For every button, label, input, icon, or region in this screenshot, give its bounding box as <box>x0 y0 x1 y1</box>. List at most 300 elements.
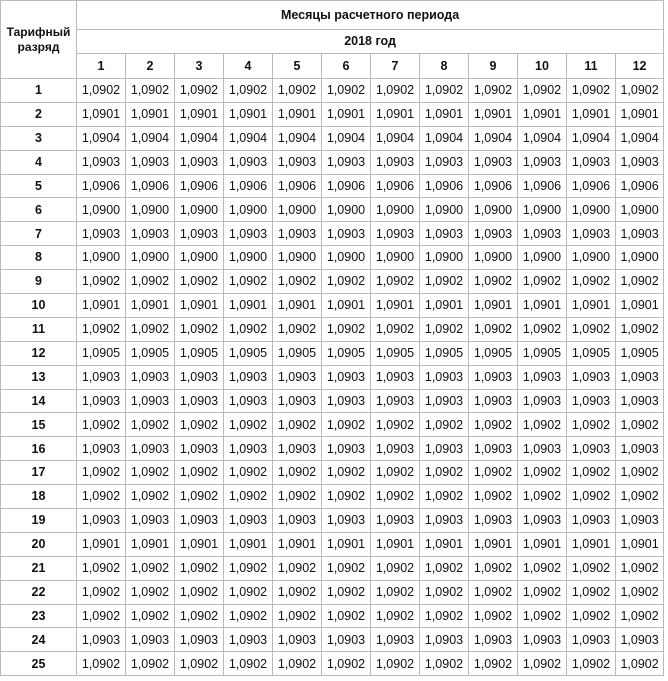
coefficient-cell: 1,0902 <box>469 317 518 341</box>
coefficient-cell: 1,0902 <box>469 485 518 509</box>
table-row <box>1 126 664 150</box>
coefficient-cell: 1,0902 <box>273 413 322 437</box>
grade-cell: 24 <box>1 628 77 652</box>
coefficient-cell: 1,0902 <box>77 413 126 437</box>
coefficient-cell: 1,0902 <box>469 270 518 294</box>
table-row <box>1 365 664 389</box>
grade-cell: 1 <box>1 79 77 103</box>
coefficient-cell: 1,0902 <box>567 580 616 604</box>
coefficient-cell: 1,0901 <box>518 294 567 318</box>
coefficient-cell: 1,0901 <box>175 532 224 556</box>
coefficient-cell: 1,0902 <box>224 652 273 676</box>
coefficient-cell: 1,0900 <box>224 246 273 270</box>
coefficient-cell: 1,0903 <box>175 437 224 461</box>
coefficient-cell: 1,0903 <box>175 150 224 174</box>
coefficient-cell: 1,0903 <box>77 365 126 389</box>
coefficient-cell: 1,0901 <box>371 532 420 556</box>
coefficient-cell: 1,0902 <box>273 556 322 580</box>
coefficient-cell: 1,0900 <box>126 198 175 222</box>
coefficient-cell: 1,0902 <box>322 556 371 580</box>
coefficient-cell: 1,0902 <box>420 652 469 676</box>
coefficient-cell: 1,0902 <box>175 270 224 294</box>
coefficient-cell: 1,0903 <box>567 150 616 174</box>
coefficient-cell: 1,0903 <box>224 628 273 652</box>
table-row <box>1 532 664 556</box>
coefficient-cell: 1,0903 <box>518 150 567 174</box>
coefficient-cell: 1,0901 <box>469 294 518 318</box>
table-row <box>1 341 664 365</box>
coefficient-cell: 1,0905 <box>420 341 469 365</box>
coefficient-cell: 1,0903 <box>77 509 126 533</box>
coefficient-cell: 1,0901 <box>420 532 469 556</box>
coefficient-cell: 1,0901 <box>126 294 175 318</box>
coefficient-cell: 1,0903 <box>273 437 322 461</box>
coefficient-cell: 1,0902 <box>518 485 567 509</box>
coefficient-cell: 1,0901 <box>322 532 371 556</box>
coefficient-cell: 1,0901 <box>371 102 420 126</box>
grade-cell: 16 <box>1 437 77 461</box>
coefficient-cell: 1,0903 <box>420 150 469 174</box>
coefficient-cell: 1,0901 <box>273 102 322 126</box>
coefficient-cell: 1,0903 <box>273 365 322 389</box>
coefficient-cell: 1,0903 <box>322 509 371 533</box>
coefficient-cell: 1,0906 <box>518 174 567 198</box>
coefficient-cell: 1,0902 <box>224 580 273 604</box>
coefficient-cell: 1,0902 <box>126 604 175 628</box>
coefficient-cell: 1,0902 <box>371 580 420 604</box>
coefficient-cell: 1,0902 <box>518 580 567 604</box>
coefficient-cell: 1,0903 <box>322 389 371 413</box>
table-row <box>1 413 664 437</box>
coefficient-cell: 1,0903 <box>175 509 224 533</box>
coefficient-cell: 1,0902 <box>469 79 518 103</box>
coefficient-cell: 1,0903 <box>371 628 420 652</box>
coefficient-cell: 1,0903 <box>567 365 616 389</box>
coefficient-cell: 1,0902 <box>322 580 371 604</box>
coefficient-cell: 1,0902 <box>469 580 518 604</box>
coefficient-cell: 1,0902 <box>322 317 371 341</box>
coefficient-cell: 1,0901 <box>567 102 616 126</box>
coefficient-cell: 1,0902 <box>616 270 664 294</box>
coefficient-cell: 1,0903 <box>567 389 616 413</box>
coefficient-cell: 1,0902 <box>371 79 420 103</box>
grade-cell: 22 <box>1 580 77 604</box>
coefficient-cell: 1,0901 <box>273 532 322 556</box>
coefficient-cell: 1,0903 <box>126 222 175 246</box>
coefficient-cell: 1,0903 <box>567 509 616 533</box>
grade-cell: 13 <box>1 365 77 389</box>
coefficient-cell: 1,0902 <box>420 317 469 341</box>
coefficient-cell: 1,0903 <box>371 509 420 533</box>
coefficient-cell: 1,0902 <box>420 485 469 509</box>
coefficient-cell: 1,0902 <box>469 556 518 580</box>
coefficient-cell: 1,0903 <box>322 222 371 246</box>
coefficient-cell: 1,0903 <box>371 437 420 461</box>
coefficient-cell: 1,0904 <box>77 126 126 150</box>
coefficient-cell: 1,0903 <box>420 509 469 533</box>
coefficient-cell: 1,0901 <box>322 102 371 126</box>
coefficient-cell: 1,0903 <box>567 628 616 652</box>
coefficient-cell: 1,0904 <box>616 126 664 150</box>
coefficient-cell: 1,0902 <box>420 413 469 437</box>
coefficient-cell: 1,0906 <box>616 174 664 198</box>
table-row <box>1 79 664 103</box>
coefficient-cell: 1,0901 <box>224 532 273 556</box>
coefficient-cell: 1,0906 <box>175 174 224 198</box>
coefficient-cell: 1,0903 <box>469 628 518 652</box>
coefficient-cell: 1,0902 <box>175 485 224 509</box>
coefficient-cell: 1,0902 <box>420 270 469 294</box>
coefficient-cell: 1,0903 <box>322 150 371 174</box>
coefficient-cell: 1,0902 <box>420 79 469 103</box>
month-header: 11 <box>567 54 616 79</box>
grade-cell: 21 <box>1 556 77 580</box>
coefficient-cell: 1,0902 <box>126 556 175 580</box>
coefficient-cell: 1,0903 <box>126 628 175 652</box>
coefficient-cell: 1,0904 <box>224 126 273 150</box>
coefficient-cell: 1,0902 <box>420 604 469 628</box>
coefficient-cell: 1,0903 <box>518 389 567 413</box>
coefficient-cell: 1,0902 <box>273 652 322 676</box>
coefficient-cell: 1,0903 <box>77 437 126 461</box>
coefficient-cell: 1,0903 <box>469 222 518 246</box>
coefficient-cell: 1,0901 <box>371 294 420 318</box>
coefficient-cell: 1,0901 <box>77 102 126 126</box>
table-row <box>1 270 664 294</box>
coefficient-cell: 1,0902 <box>224 79 273 103</box>
coefficient-cell: 1,0903 <box>273 509 322 533</box>
coefficient-cell: 1,0902 <box>175 652 224 676</box>
coefficient-cell: 1,0902 <box>224 317 273 341</box>
coefficient-cell: 1,0903 <box>567 437 616 461</box>
coefficient-cell: 1,0902 <box>567 413 616 437</box>
coefficient-cell: 1,0903 <box>273 389 322 413</box>
coefficient-cell: 1,0901 <box>518 532 567 556</box>
coefficient-cell: 1,0901 <box>77 294 126 318</box>
coefficient-cell: 1,0900 <box>371 198 420 222</box>
coefficient-cell: 1,0902 <box>224 461 273 485</box>
coefficient-cell: 1,0901 <box>469 532 518 556</box>
coefficient-cell: 1,0900 <box>175 198 224 222</box>
coefficient-cell: 1,0902 <box>77 580 126 604</box>
coefficient-cell: 1,0902 <box>371 270 420 294</box>
coefficient-cell: 1,0904 <box>567 126 616 150</box>
coefficient-cell: 1,0903 <box>518 628 567 652</box>
grade-cell: 18 <box>1 485 77 509</box>
month-header: 9 <box>469 54 518 79</box>
coefficient-cell: 1,0902 <box>567 461 616 485</box>
coefficient-cell: 1,0903 <box>224 389 273 413</box>
coefficient-cell: 1,0902 <box>273 270 322 294</box>
coefficient-cell: 1,0903 <box>518 437 567 461</box>
month-header: 4 <box>224 54 273 79</box>
coefficient-cell: 1,0902 <box>518 413 567 437</box>
coefficient-cell: 1,0902 <box>77 317 126 341</box>
coefficient-cell: 1,0905 <box>567 341 616 365</box>
month-header: 6 <box>322 54 371 79</box>
coefficient-cell: 1,0902 <box>518 461 567 485</box>
coefficient-cell: 1,0903 <box>175 389 224 413</box>
coefficient-cell: 1,0902 <box>126 270 175 294</box>
coefficient-cell: 1,0902 <box>420 580 469 604</box>
table-row <box>1 150 664 174</box>
coefficient-cell: 1,0905 <box>371 341 420 365</box>
coefficient-cell: 1,0900 <box>371 246 420 270</box>
coefficient-cell: 1,0903 <box>224 509 273 533</box>
coefficient-cell: 1,0902 <box>126 79 175 103</box>
coefficient-cell: 1,0906 <box>469 174 518 198</box>
table-row <box>1 509 664 533</box>
table-row <box>1 102 664 126</box>
coefficient-cell: 1,0902 <box>322 270 371 294</box>
coefficient-cell: 1,0903 <box>616 365 664 389</box>
coefficient-cell: 1,0901 <box>518 102 567 126</box>
coefficient-cell: 1,0903 <box>371 365 420 389</box>
coefficient-cell: 1,0903 <box>175 365 224 389</box>
month-header: 8 <box>420 54 469 79</box>
coefficient-cell: 1,0902 <box>322 79 371 103</box>
coefficient-cell: 1,0901 <box>77 532 126 556</box>
coefficient-cell: 1,0901 <box>126 532 175 556</box>
grade-cell: 11 <box>1 317 77 341</box>
coefficient-cell: 1,0902 <box>224 413 273 437</box>
grade-cell: 17 <box>1 461 77 485</box>
coefficient-cell: 1,0906 <box>371 174 420 198</box>
coefficient-cell: 1,0905 <box>469 341 518 365</box>
grade-cell: 9 <box>1 270 77 294</box>
coefficient-cell: 1,0905 <box>518 341 567 365</box>
coefficient-cell: 1,0903 <box>567 222 616 246</box>
coefficient-cell: 1,0902 <box>567 652 616 676</box>
coefficient-cell: 1,0903 <box>224 222 273 246</box>
coefficient-cell: 1,0903 <box>616 628 664 652</box>
coefficient-cell: 1,0902 <box>77 652 126 676</box>
coefficient-cell: 1,0903 <box>616 222 664 246</box>
grade-cell: 2 <box>1 102 77 126</box>
coefficient-cell: 1,0903 <box>420 389 469 413</box>
coefficient-cell: 1,0903 <box>420 365 469 389</box>
coefficient-cell: 1,0901 <box>224 102 273 126</box>
coefficient-cell: 1,0903 <box>322 365 371 389</box>
coefficient-cell: 1,0902 <box>175 317 224 341</box>
coefficient-cell: 1,0904 <box>518 126 567 150</box>
coefficient-cell: 1,0903 <box>273 628 322 652</box>
coefficient-cell: 1,0903 <box>77 150 126 174</box>
coefficient-cell: 1,0903 <box>469 365 518 389</box>
coefficient-cell: 1,0906 <box>567 174 616 198</box>
coefficient-cell: 1,0902 <box>126 413 175 437</box>
grade-cell: 19 <box>1 509 77 533</box>
coefficient-cell: 1,0902 <box>371 413 420 437</box>
coefficient-cell: 1,0901 <box>567 532 616 556</box>
coefficient-cell: 1,0902 <box>616 461 664 485</box>
coefficient-cell: 1,0900 <box>224 198 273 222</box>
coefficient-cell: 1,0900 <box>126 246 175 270</box>
table-row <box>1 317 664 341</box>
coefficient-cell: 1,0902 <box>175 461 224 485</box>
coefficient-cell: 1,0903 <box>77 222 126 246</box>
grade-cell: 5 <box>1 174 77 198</box>
coefficient-cell: 1,0901 <box>175 294 224 318</box>
coefficient-cell: 1,0900 <box>322 198 371 222</box>
coefficient-cell: 1,0902 <box>469 413 518 437</box>
month-header: 3 <box>175 54 224 79</box>
coefficient-cell: 1,0901 <box>469 102 518 126</box>
coefficient-cell: 1,0902 <box>616 652 664 676</box>
coefficient-cell: 1,0902 <box>322 604 371 628</box>
coefficient-cell: 1,0900 <box>77 246 126 270</box>
coefficient-cell: 1,0903 <box>469 437 518 461</box>
table-row <box>1 222 664 246</box>
coefficient-cell: 1,0902 <box>567 485 616 509</box>
coefficient-cell: 1,0902 <box>77 461 126 485</box>
coefficient-cell: 1,0903 <box>616 509 664 533</box>
coefficient-cell: 1,0902 <box>567 79 616 103</box>
coefficient-cell: 1,0903 <box>224 150 273 174</box>
coefficient-cell: 1,0902 <box>616 79 664 103</box>
table-row <box>1 652 664 676</box>
coefficient-cell: 1,0904 <box>175 126 224 150</box>
coefficient-cell: 1,0903 <box>175 628 224 652</box>
coefficient-cell: 1,0902 <box>518 604 567 628</box>
coefficient-cell: 1,0903 <box>175 222 224 246</box>
coefficient-cell: 1,0900 <box>273 246 322 270</box>
coefficient-cell: 1,0902 <box>518 270 567 294</box>
coefficient-cell: 1,0901 <box>126 102 175 126</box>
coefficient-cell: 1,0902 <box>175 604 224 628</box>
table-row <box>1 604 664 628</box>
coefficient-cell: 1,0902 <box>224 556 273 580</box>
coefficient-cell: 1,0905 <box>322 341 371 365</box>
coefficient-cell: 1,0903 <box>469 509 518 533</box>
month-header: 7 <box>371 54 420 79</box>
table-row <box>1 628 664 652</box>
coefficient-cell: 1,0903 <box>126 509 175 533</box>
coefficient-cell: 1,0902 <box>420 556 469 580</box>
coefficient-cell: 1,0905 <box>77 341 126 365</box>
coefficient-cell: 1,0905 <box>273 341 322 365</box>
coefficient-cell: 1,0902 <box>126 485 175 509</box>
coefficient-cell: 1,0901 <box>616 102 664 126</box>
grade-cell: 7 <box>1 222 77 246</box>
coefficient-cell: 1,0902 <box>371 317 420 341</box>
coefficient-cell: 1,0902 <box>322 652 371 676</box>
table-row <box>1 485 664 509</box>
coefficient-cell: 1,0903 <box>322 437 371 461</box>
coefficient-cell: 1,0903 <box>518 509 567 533</box>
coefficient-cell: 1,0900 <box>77 198 126 222</box>
table-row <box>1 246 664 270</box>
coefficient-cell: 1,0903 <box>126 365 175 389</box>
coefficient-cell: 1,0902 <box>518 79 567 103</box>
coefficient-cell: 1,0902 <box>518 652 567 676</box>
coefficient-cell: 1,0901 <box>273 294 322 318</box>
coefficient-cell: 1,0903 <box>518 365 567 389</box>
coefficient-cell: 1,0905 <box>224 341 273 365</box>
grade-cell: 25 <box>1 652 77 676</box>
coefficient-cell: 1,0904 <box>126 126 175 150</box>
coefficient-cell: 1,0903 <box>420 222 469 246</box>
coefficient-cell: 1,0903 <box>616 389 664 413</box>
coefficient-cell: 1,0902 <box>273 485 322 509</box>
coefficient-cell: 1,0903 <box>126 437 175 461</box>
coefficient-cell: 1,0902 <box>273 317 322 341</box>
coefficient-cell: 1,0901 <box>567 294 616 318</box>
coefficient-cell: 1,0901 <box>420 294 469 318</box>
coefficient-cell: 1,0906 <box>322 174 371 198</box>
table-body <box>1 79 664 676</box>
coefficient-cell: 1,0900 <box>469 246 518 270</box>
coefficient-cell: 1,0902 <box>616 413 664 437</box>
coefficient-cell: 1,0905 <box>175 341 224 365</box>
grade-cell: 10 <box>1 294 77 318</box>
coefficient-cell: 1,0902 <box>420 461 469 485</box>
table-row <box>1 461 664 485</box>
table-row <box>1 294 664 318</box>
month-header: 12 <box>616 54 664 79</box>
grade-cell: 20 <box>1 532 77 556</box>
grade-cell: 3 <box>1 126 77 150</box>
coefficient-cell: 1,0903 <box>371 222 420 246</box>
coefficient-cell: 1,0902 <box>469 652 518 676</box>
coefficient-cell: 1,0903 <box>126 150 175 174</box>
coefficient-cell: 1,0902 <box>273 79 322 103</box>
coefficient-cell: 1,0900 <box>616 198 664 222</box>
coefficient-cell: 1,0903 <box>469 150 518 174</box>
coefficient-cell: 1,0902 <box>469 604 518 628</box>
coefficient-cell: 1,0903 <box>616 437 664 461</box>
coefficient-cell: 1,0903 <box>371 150 420 174</box>
month-header-row <box>1 54 664 79</box>
coefficient-cell: 1,0903 <box>126 389 175 413</box>
coefficient-cell: 1,0901 <box>175 102 224 126</box>
month-header: 2 <box>126 54 175 79</box>
coefficient-cell: 1,0902 <box>175 79 224 103</box>
coefficient-cell: 1,0902 <box>77 604 126 628</box>
coefficient-cell: 1,0902 <box>616 580 664 604</box>
table-row <box>1 580 664 604</box>
coefficient-cell: 1,0904 <box>420 126 469 150</box>
coefficient-cell: 1,0906 <box>77 174 126 198</box>
coefficient-cell: 1,0901 <box>322 294 371 318</box>
coefficient-cell: 1,0906 <box>273 174 322 198</box>
coefficient-cell: 1,0902 <box>175 580 224 604</box>
coefficient-cell: 1,0902 <box>567 317 616 341</box>
coefficient-cell: 1,0903 <box>273 150 322 174</box>
coefficient-cell: 1,0904 <box>273 126 322 150</box>
coefficient-cell: 1,0903 <box>616 150 664 174</box>
table-row <box>1 174 664 198</box>
coefficient-cell: 1,0903 <box>224 365 273 389</box>
coefficient-cell: 1,0902 <box>175 556 224 580</box>
coefficient-cell: 1,0903 <box>273 222 322 246</box>
coefficient-cell: 1,0904 <box>469 126 518 150</box>
period-header: Месяцы расчетного периода <box>77 1 664 30</box>
grade-cell: 12 <box>1 341 77 365</box>
coefficient-cell: 1,0904 <box>371 126 420 150</box>
coefficient-cell: 1,0902 <box>616 556 664 580</box>
coefficient-cell: 1,0902 <box>175 413 224 437</box>
month-header: 1 <box>77 54 126 79</box>
coefficient-cell: 1,0900 <box>518 198 567 222</box>
coefficient-cell: 1,0905 <box>126 341 175 365</box>
month-header: 5 <box>273 54 322 79</box>
coefficient-cell: 1,0903 <box>77 389 126 413</box>
table-row <box>1 556 664 580</box>
coefficient-cell: 1,0902 <box>371 461 420 485</box>
coefficient-cell: 1,0902 <box>371 652 420 676</box>
coefficient-cell: 1,0903 <box>224 437 273 461</box>
